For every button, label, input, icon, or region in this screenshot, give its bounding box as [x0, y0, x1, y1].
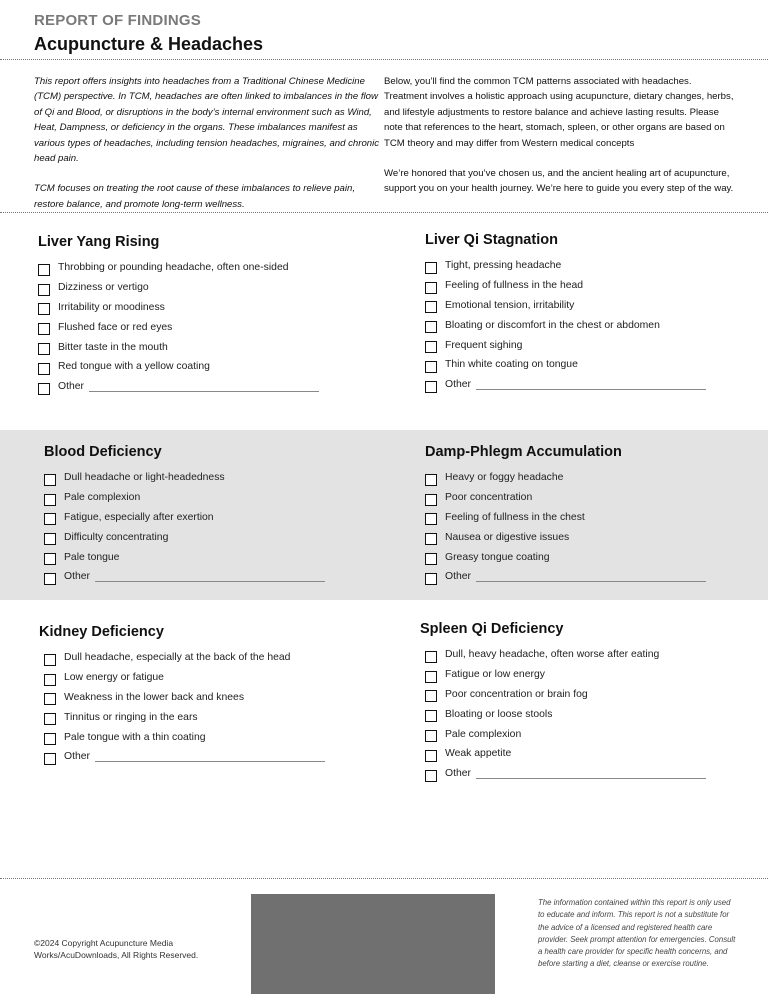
checklist-item	[44, 488, 364, 508]
checklist-item	[425, 488, 745, 508]
item-label: Weak appetite	[445, 748, 512, 760]
checklist-item	[425, 355, 745, 375]
item-label: Other	[58, 381, 84, 393]
section-blood-deficiency	[44, 444, 364, 587]
divider-top	[0, 59, 768, 60]
checklist-item	[425, 296, 745, 316]
checklist-item	[44, 508, 364, 528]
checkbox[interactable]	[425, 533, 437, 545]
checklist-item	[39, 668, 359, 688]
checkbox[interactable]	[425, 770, 437, 782]
divider-bottom	[0, 878, 768, 879]
checklist-item	[44, 527, 364, 547]
checkbox[interactable]	[44, 533, 56, 545]
checkbox[interactable]	[425, 690, 437, 702]
checklist-item	[425, 527, 745, 547]
section-kidney-deficiency	[39, 624, 359, 767]
checklist-item-other	[44, 567, 364, 587]
item-label: Irritability or moodiness	[58, 301, 165, 313]
checklist-item	[38, 317, 358, 337]
item-label: Other	[445, 379, 471, 391]
item-label: Low energy or fatigue	[64, 672, 164, 684]
checkbox[interactable]	[38, 363, 50, 375]
checklist-item	[420, 724, 740, 744]
checkbox[interactable]	[44, 733, 56, 745]
item-label: Pale complexion	[445, 728, 522, 740]
item-label: Pale complexion	[64, 492, 141, 504]
section-spleen-qi-deficiency	[420, 621, 740, 784]
checklist-item-other	[420, 764, 740, 784]
checkbox[interactable]	[44, 513, 56, 525]
item-label: Poor concentration or brain fog	[445, 688, 588, 700]
checklist-item	[38, 357, 358, 377]
item-label: Poor concentration	[445, 492, 533, 504]
checkbox[interactable]	[38, 383, 50, 395]
section-damp-phlegm	[425, 444, 745, 587]
intro-paragraph: TCM focuses on treating the root cause of these imbalances to relieve pain, restore balance, and promote long-term wellness.	[34, 183, 356, 210]
checklist-item	[39, 648, 359, 668]
item-label: Red tongue with a yellow coating	[58, 361, 210, 373]
intro-left-column	[34, 74, 384, 227]
item-label: Other	[64, 751, 90, 763]
checklist-item	[420, 744, 740, 764]
section-title: Blood Deficiency	[44, 444, 162, 460]
checklist-item	[425, 508, 745, 528]
item-label: Emotional tension, irritability	[445, 299, 575, 311]
item-label: Other	[445, 768, 471, 780]
checklist-item	[420, 665, 740, 685]
checkbox[interactable]	[38, 264, 50, 276]
other-input-line[interactable]	[95, 751, 325, 762]
checkbox[interactable]	[38, 323, 50, 335]
checklist-item-other	[39, 747, 359, 767]
other-input-line[interactable]	[476, 571, 706, 582]
checkbox[interactable]	[425, 573, 437, 585]
checklist-item	[425, 315, 745, 335]
item-label: Dizziness or vertigo	[58, 282, 149, 294]
item-label: Nausea or digestive issues	[445, 531, 570, 543]
checkbox[interactable]	[425, 381, 437, 393]
item-label: Throbbing or pounding headache, often one-sided	[58, 262, 289, 274]
item-label: Thin white coating on tongue	[445, 359, 578, 371]
checklist-item	[39, 727, 359, 747]
item-label: Bitter taste in the mouth	[58, 341, 168, 353]
section-title: Damp-Phlegm Accumulation	[425, 444, 622, 460]
item-label: Weakness in the lower back and knees	[64, 691, 245, 703]
item-label: Difficulty concentrating	[64, 531, 169, 543]
checkbox[interactable]	[425, 361, 437, 373]
checklist-item	[425, 335, 745, 355]
other-input-line[interactable]	[89, 381, 319, 392]
checklist-item	[38, 278, 358, 298]
checklist-item	[38, 337, 358, 357]
checkbox[interactable]	[425, 282, 437, 294]
item-label: Feeling of fullness in the head	[445, 280, 584, 292]
checkbox[interactable]	[425, 730, 437, 742]
checklist-item	[425, 468, 745, 488]
divider-middle	[0, 212, 768, 213]
checklist-item	[425, 256, 745, 276]
checkbox[interactable]	[44, 713, 56, 725]
checkbox[interactable]	[44, 674, 56, 686]
checkbox[interactable]	[44, 654, 56, 666]
item-label: Dull, heavy headache, often worse after eating	[445, 649, 660, 661]
item-label: Greasy tongue coating	[445, 551, 550, 563]
checkbox[interactable]	[44, 494, 56, 506]
checkbox[interactable]	[425, 651, 437, 663]
checkbox[interactable]	[38, 303, 50, 315]
other-input-line[interactable]	[95, 571, 325, 582]
section-liver-qi-stagnation	[425, 232, 745, 395]
checkbox[interactable]	[44, 753, 56, 765]
report-kicker: REPORT OF FINDINGS	[34, 12, 201, 29]
checkbox[interactable]	[44, 573, 56, 585]
checklist-item	[425, 276, 745, 296]
checkbox[interactable]	[425, 262, 437, 274]
checkbox[interactable]	[38, 284, 50, 296]
checkbox[interactable]	[425, 750, 437, 762]
item-label: Bloating or loose stools	[445, 708, 553, 720]
checkbox[interactable]	[425, 321, 437, 333]
report-header	[34, 12, 263, 55]
checkbox[interactable]	[425, 553, 437, 565]
checkbox[interactable]	[425, 474, 437, 486]
section-title: Spleen Qi Deficiency	[420, 621, 564, 637]
checklist-item	[38, 298, 358, 318]
checklist-item	[39, 688, 359, 708]
item-label: Other	[64, 571, 90, 583]
checkbox[interactable]	[425, 513, 437, 525]
intro-paragraph: Below, you’ll find the common TCM patterns associated with headaches. Treatment involves a holistic approach using acupuncture, dietary changes, herbs, and lifestyle adjustments to restore balance and achieve lasting results. Please note that references to the heart, stomach, spleen, or other organs are based on TCM theory and may differ from Western medical concepts	[384, 76, 734, 149]
section-title: Kidney Deficiency	[39, 624, 164, 640]
checklist-item	[44, 547, 364, 567]
checkbox[interactable]	[425, 671, 437, 683]
item-label: Pale tongue	[64, 551, 120, 563]
checklist-item	[420, 704, 740, 724]
section-title: Liver Yang Rising	[38, 234, 160, 250]
item-label: Fatigue or low energy	[445, 669, 545, 681]
other-input-line[interactable]	[476, 379, 706, 390]
item-label: Feeling of fullness in the chest	[445, 511, 585, 523]
checklist-item	[420, 685, 740, 705]
checklist-item-other	[425, 567, 745, 587]
checkbox[interactable]	[425, 301, 437, 313]
checkbox[interactable]	[425, 710, 437, 722]
checklist-item-other	[425, 375, 745, 395]
checklist-item	[420, 645, 740, 665]
item-label: Flushed face or red eyes	[58, 321, 173, 333]
checkbox[interactable]	[44, 553, 56, 565]
checkbox[interactable]	[44, 474, 56, 486]
page-title: Acupuncture & Headaches	[34, 34, 264, 54]
intro-paragraph: We’re honored that you’ve chosen us, and the ancient healing art of acupuncture, support you on your health journey. We’re here to guide you every step of the way.	[384, 168, 734, 195]
checklist-item	[425, 547, 745, 567]
checklist-item	[39, 707, 359, 727]
intro-paragraph: This report offers insights into headaches from a Traditional Chinese Medicine (TCM) perspective. In TCM, headaches are often linked to imbalances in the flow of Qi and Blood, or disruptions in the body’s internal environment such as Wind, Heat, Dampness, or deficiency in the organs. These imbalances manifest as various types of headaches, including tension headaches, migraines, and chronic head pain.	[34, 76, 380, 165]
disclaimer-text: The information contained within this report is only used to educate and inform. This report is not a substitute for the advice of a licensed and registered health care provider. Seek prompt attention for emergencies. Consult a health care provider for specific health concerns, and before starting a diet, cleanse or exercise routine.	[538, 898, 736, 969]
checkbox[interactable]	[425, 341, 437, 353]
checklist-item	[38, 258, 358, 278]
item-label: Tight, pressing headache	[445, 260, 562, 272]
intro-right-column	[384, 74, 734, 212]
checklist-item-other	[38, 377, 358, 397]
item-label: Fatigue, especially after exertion	[64, 511, 214, 523]
footer-image-placeholder	[251, 894, 495, 994]
checkbox[interactable]	[425, 494, 437, 506]
section-title: Liver Qi Stagnation	[425, 232, 558, 248]
other-input-line[interactable]	[476, 768, 706, 779]
item-label: Dull headache or light-headedness	[64, 472, 225, 484]
item-label: Other	[445, 571, 471, 583]
section-liver-yang-rising	[38, 234, 358, 397]
checkbox[interactable]	[44, 693, 56, 705]
checklist-item	[44, 468, 364, 488]
item-label: Heavy or foggy headache	[445, 472, 564, 484]
item-label: Dull headache, especially at the back of the head	[64, 652, 291, 664]
checkbox[interactable]	[38, 343, 50, 355]
item-label: Pale tongue with a thin coating	[64, 731, 206, 743]
item-label: Frequent sighing	[445, 339, 523, 351]
item-label: Bloating or discomfort in the chest or abdomen	[445, 319, 660, 331]
copyright-text: ©2024 Copyright Acupuncture Media Works/AcuDownloads, All Rights Reserved.	[34, 938, 199, 960]
item-label: Tinnitus or ringing in the ears	[64, 711, 198, 723]
